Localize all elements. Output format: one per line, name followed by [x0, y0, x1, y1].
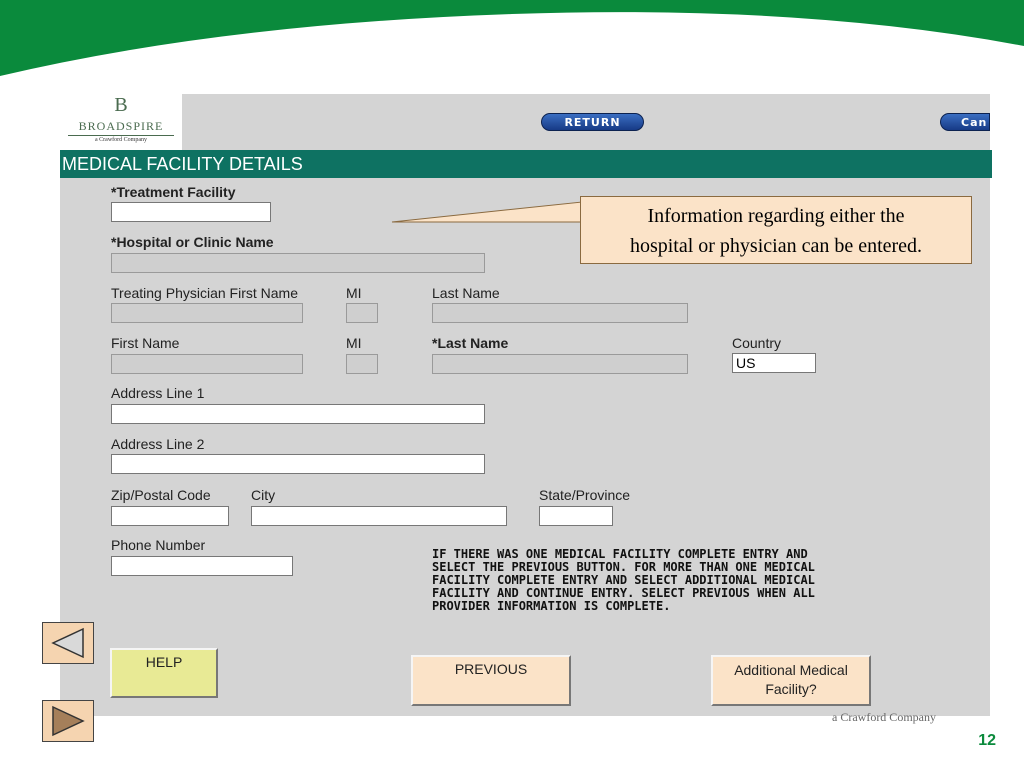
help-button[interactable]: HELP [110, 648, 218, 698]
page-number: 12 [978, 732, 996, 749]
additional-button-line: Additional Medical [734, 662, 848, 678]
physician-first-name-input[interactable] [111, 303, 303, 323]
instructions-text [432, 548, 952, 613]
logo-mark: B [114, 94, 128, 116]
instruction-line: PROVIDER INFORMATION IS COMPLETE. [432, 599, 671, 613]
instruction-line: FACILITY COMPLETE ENTRY AND SELECT ADDITIONAL MEDICAL [432, 573, 815, 587]
app-header [60, 94, 990, 150]
phone-number-label: Phone Number [111, 537, 206, 553]
state-province-input[interactable] [539, 506, 613, 526]
address-line-1-input[interactable] [111, 404, 485, 424]
instruction-line: FACILITY AND CONTINUE ENTRY. SELECT PREVIOUS WHEN ALL [432, 586, 815, 600]
address-line-2-label: Address Line 2 [111, 436, 205, 452]
hospital-name-label: *Hospital or Clinic Name [111, 234, 274, 250]
zip-label: Zip/Postal Code [111, 487, 211, 503]
logo-divider [68, 135, 174, 136]
page-title: MEDICAL FACILITY DETAILS [60, 150, 992, 178]
state-province-label: State/Province [539, 487, 631, 503]
footer-company-text: a Crawford Company [832, 710, 936, 724]
last-name-input[interactable] [432, 354, 688, 374]
address-line-2-input[interactable] [111, 454, 485, 474]
physician-mi-input[interactable] [346, 303, 378, 323]
triangle-right-icon [43, 701, 93, 741]
instruction-line: IF THERE WAS ONE MEDICAL FACILITY COMPLETE ENTRY AND [432, 547, 808, 561]
instruction-line: SELECT THE PREVIOUS BUTTON. FOR MORE THAN ONE MEDICAL [432, 560, 815, 574]
treatment-facility-input[interactable] [111, 202, 271, 222]
logo-tagline: a Crawford Company [95, 137, 147, 143]
country-input[interactable] [732, 353, 816, 373]
physician-first-name-label: Treating Physician First Name [111, 285, 298, 301]
physician-last-name-label: Last Name [432, 285, 500, 301]
city-input[interactable] [251, 506, 507, 526]
zip-input[interactable] [111, 506, 229, 526]
mi-label: MI [346, 335, 362, 351]
additional-medical-facility-button[interactable] [711, 655, 871, 706]
hospital-name-input[interactable] [111, 253, 485, 273]
phone-number-input[interactable] [111, 556, 293, 576]
physician-last-name-input[interactable] [432, 303, 688, 323]
callout-line: Information regarding either the [647, 205, 905, 227]
physician-mi-label: MI [346, 285, 362, 301]
slide-back-button[interactable] [42, 622, 94, 664]
first-name-input[interactable] [111, 354, 303, 374]
logo-name: BROADSPIRE [78, 119, 164, 133]
additional-button-line: Facility? [765, 681, 817, 697]
return-button[interactable]: RETURN [541, 113, 644, 131]
previous-button[interactable]: PREVIOUS [411, 655, 571, 706]
callout-pointer [388, 196, 584, 228]
first-name-label: First Name [111, 335, 180, 351]
city-label: City [251, 487, 276, 503]
top-decorative-band [0, 0, 1024, 80]
callout-note [580, 196, 972, 264]
callout-line: hospital or physician can be entered. [629, 235, 923, 257]
triangle-left-icon [43, 623, 93, 663]
country-label: Country [732, 335, 782, 351]
cancel-button[interactable]: Can [940, 113, 990, 131]
broadspire-logo [60, 94, 182, 150]
treatment-facility-label: *Treatment Facility [111, 184, 236, 200]
mi-input[interactable] [346, 354, 378, 374]
last-name-label: *Last Name [432, 335, 509, 351]
slide-forward-button[interactable] [42, 700, 94, 742]
address-line-1-label: Address Line 1 [111, 385, 205, 401]
